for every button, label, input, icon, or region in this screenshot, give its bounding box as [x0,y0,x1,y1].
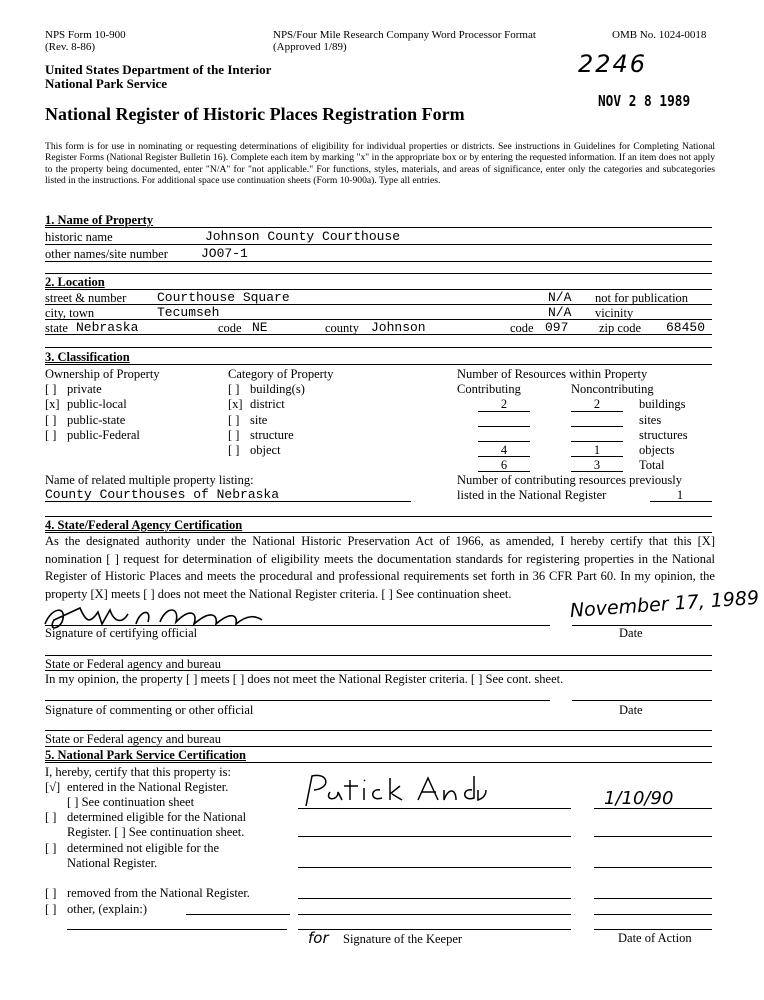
vicinity-label: vicinity [595,306,634,320]
removed-label: removed from the National Register. [67,886,250,900]
ownership-box-3: [ ] [45,428,57,442]
certifying-date-label: Date [619,626,643,640]
handwritten-number: 2246 [578,50,648,78]
department-line-2: National Park Service [45,76,168,91]
determined-eligible-line-2: Register. [ ] See continuation sheet. [67,825,245,839]
form-title: National Register of Historic Places Registration Form [45,104,465,124]
commenting-official-label: Signature of commenting or other official [45,703,254,717]
street-na: N/A [548,290,572,305]
zip-label: zip code [599,321,641,335]
category-label-1: district [250,397,285,411]
contributing-heading: Contributing [457,382,521,396]
previously-listed-line-2: listed in the National Register [457,488,607,502]
other-box: [ ] [45,902,57,916]
removed-box: [ ] [45,886,57,900]
section-5-heading: 5. National Park Service Certification [45,748,246,762]
other-names-label: other names/site number [45,247,168,261]
previously-listed-line-1: Number of contributing resources previously [457,473,682,487]
noncontributing-heading: Noncontributing [571,382,654,396]
multiple-property-label: Name of related multiple property listing: [45,473,254,487]
nps-intro: I, hereby, certify that this property is: [45,765,231,779]
contrib-objects: 4 [500,443,508,457]
section-3-heading: 3. Classification [45,350,130,364]
street-label: street & number [45,291,127,305]
zip-value: 68450 [666,320,706,335]
ownership-label-2: public-state [67,413,126,427]
keeper-signature-label: Signature of the Keeper [343,932,463,946]
ownership-title: Ownership of Property [45,367,160,381]
state-code-value: NE [252,320,268,335]
determined-eligible-line-1: determined eligible for the National [67,810,247,824]
certifying-date-handwritten: November 17, 1989 [569,586,760,622]
agency-label: State or Federal agency and bureau [45,657,221,671]
for-mark: for [308,929,329,947]
state-value: Nebraska [76,320,139,335]
category-title: Category of Property [228,367,334,381]
certification-paragraph: As the designated authority under the National Historic Preservation Act of 1966, as amended, I hereby certify that this [X] nomination [ ] request for determination of eligibility meets the documentation standards for registering properties in the National Register of Historic Places and meets the procedural and professional requirements set forth in 36 CFR Part 60. In my opinion, the property [X] meets [ ] does not meet the National Register criteria. [ ] See continuation sheet. [45,534,715,601]
category-label-4: object [250,443,281,457]
resource-label-total: Total [639,458,665,472]
department-line-1: United States Department of the Interior [45,62,272,77]
category-box-4: [ ] [228,443,240,457]
keeper-date-handwritten: 1/10/90 [604,788,674,809]
determined-eligible-box: [ ] [45,810,57,824]
other-label: other, (explain:) [67,902,148,916]
resource-label-structures: structures [639,428,688,442]
opinion-line: In my opinion, the property [ ] meets [ ] does not meet the National Register criteria. [ ] See cont. sheet. [45,672,564,686]
form-revision: (Rev. 8-86) [45,41,95,53]
form-number: NPS Form 10-900 [45,29,126,41]
county-code-label: code [510,321,534,335]
omb-number: OMB No. 1024-0018 [612,29,707,41]
city-value: Tecumseh [157,305,220,320]
ownership-box-0: [ ] [45,382,57,396]
category-label-2: site [250,413,268,427]
resource-label-objects: objects [639,443,675,457]
date-of-action-label: Date of Action [618,931,692,945]
noncontrib-objects: 1 [593,443,601,457]
noncontrib-buildings: 2 [593,397,601,411]
category-label-3: structure [250,428,294,442]
format-line-2: (Approved 1/89) [273,41,347,53]
state-code-label: code [218,321,242,335]
resource-label-sites: sites [639,413,662,427]
keeper-signature [298,770,488,810]
commenting-date-label: Date [619,703,643,717]
section-4-heading: 4. State/Federal Agency Certification [45,518,243,532]
ownership-label-3: public-Federal [67,428,140,442]
format-line-1: NPS/Four Mile Research Company Word Processor Format [273,29,536,41]
ownership-box-1: [x] [45,397,60,411]
category-label-0: building(s) [250,382,305,396]
historic-name-value: Johnson County Courthouse [205,229,401,244]
ownership-label-1: public-local [67,397,127,411]
noncontrib-total: 3 [593,458,601,472]
not-for-publication: not for publication [595,291,689,305]
not-eligible-line-1: determined not eligible for the [67,841,220,855]
section-2-heading: 2. Location [45,275,105,289]
resources-title: Number of Resources within Property [457,367,648,381]
entered-box: [√] [45,780,61,794]
category-box-0: [ ] [228,382,240,396]
city-na: N/A [548,305,572,320]
other-names-value: JO07-1 [201,246,248,261]
county-label: county [325,321,360,335]
entered-label: entered in the National Register. [67,780,229,794]
resource-label-buildings: buildings [639,397,686,411]
previously-listed-value: 1 [676,488,684,502]
category-box-3: [ ] [228,428,240,442]
category-box-1: [x] [228,397,243,411]
contrib-buildings: 2 [500,397,508,411]
agency-2-label: State or Federal agency and bureau [45,732,221,746]
see-continuation-1: [ ] See continuation sheet [67,795,195,809]
county-code-value: 097 [545,320,569,335]
not-eligible-line-2: National Register. [67,856,158,870]
ownership-label-0: private [67,382,102,396]
section-1-heading: 1. Name of Property [45,213,154,227]
contrib-total: 6 [500,458,508,472]
state-label: state [45,321,68,335]
city-label: city, town [45,306,95,320]
category-box-2: [ ] [228,413,240,427]
street-value: Courthouse Square [157,290,290,305]
instructions: This form is for use in nominating or requesting determinations of eligibility for individual properties or districts. See instructions in Guidelines for Completing National Register Forms (National Register Bulletin 16). Complete each item by marking "x" in the appropriate box or by entering the requested information. If an item does not apply to the property being documented, enter "N/A" for "not applicable." For functions, styles, materials, and areas of significance, enter only the categories and subcategories listed in the instructions. For additional space use continuation sheets (Form 10-900a). Type all entries. [45,141,715,187]
received-stamp: NOV 2 8 1989 [598,92,691,110]
certifying-signature-label: Signature of certifying official [45,626,198,640]
county-value: Johnson [371,320,426,335]
multiple-property-value: County Courthouses of Nebraska [45,487,280,502]
not-eligible-box: [ ] [45,841,57,855]
historic-name-label: historic name [45,230,113,244]
ownership-box-2: [ ] [45,413,57,427]
